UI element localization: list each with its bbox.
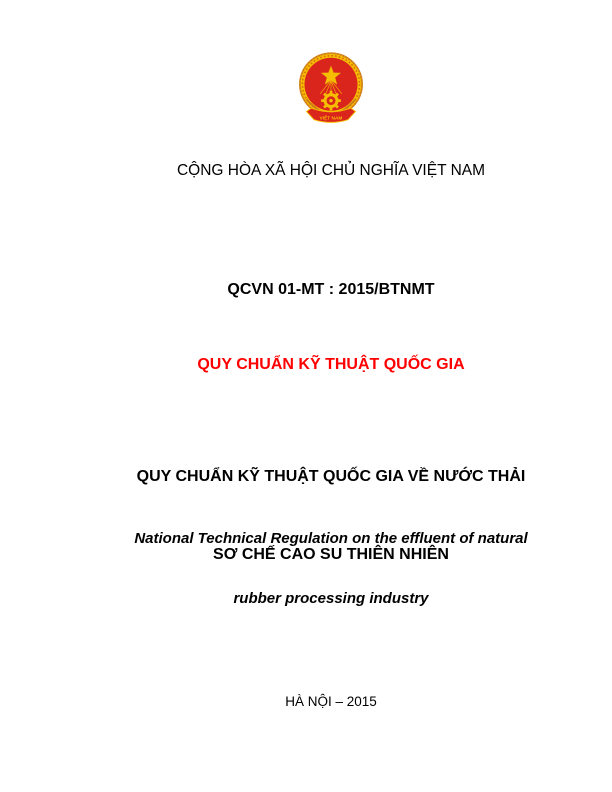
series-title: QUY CHUẨN KỸ THUẬT QUỐC GIA [197,356,465,373]
document-title-vi-line2: SƠ CHẾ CAO SU THIÊN NHIÊN [213,546,449,563]
document-title-en-line2: rubber processing industry [233,590,429,607]
footer-place-year: HÀ NỘI – 2015 [285,694,377,709]
document-title-en [50,489,612,649]
emblem-banner-text: VIỆT NAM [319,116,343,122]
document-title-en-line1: National Technical Regulation on the effluent of natural [134,530,528,547]
regulation-code: QCVN 01-MT : 2015/BTNMT [227,281,435,298]
national-motto: CỘNG HÒA XÃ HỘI CHỦ NGHĨA VIỆT NAM [176,162,486,179]
document-title-vi-line1: QUY CHUẨN KỸ THUẬT QUỐC GIA VỀ NƯỚC THẢI [136,468,526,485]
vietnam-emblem-icon [297,51,365,138]
vietnam-national-emblem [297,51,365,138]
